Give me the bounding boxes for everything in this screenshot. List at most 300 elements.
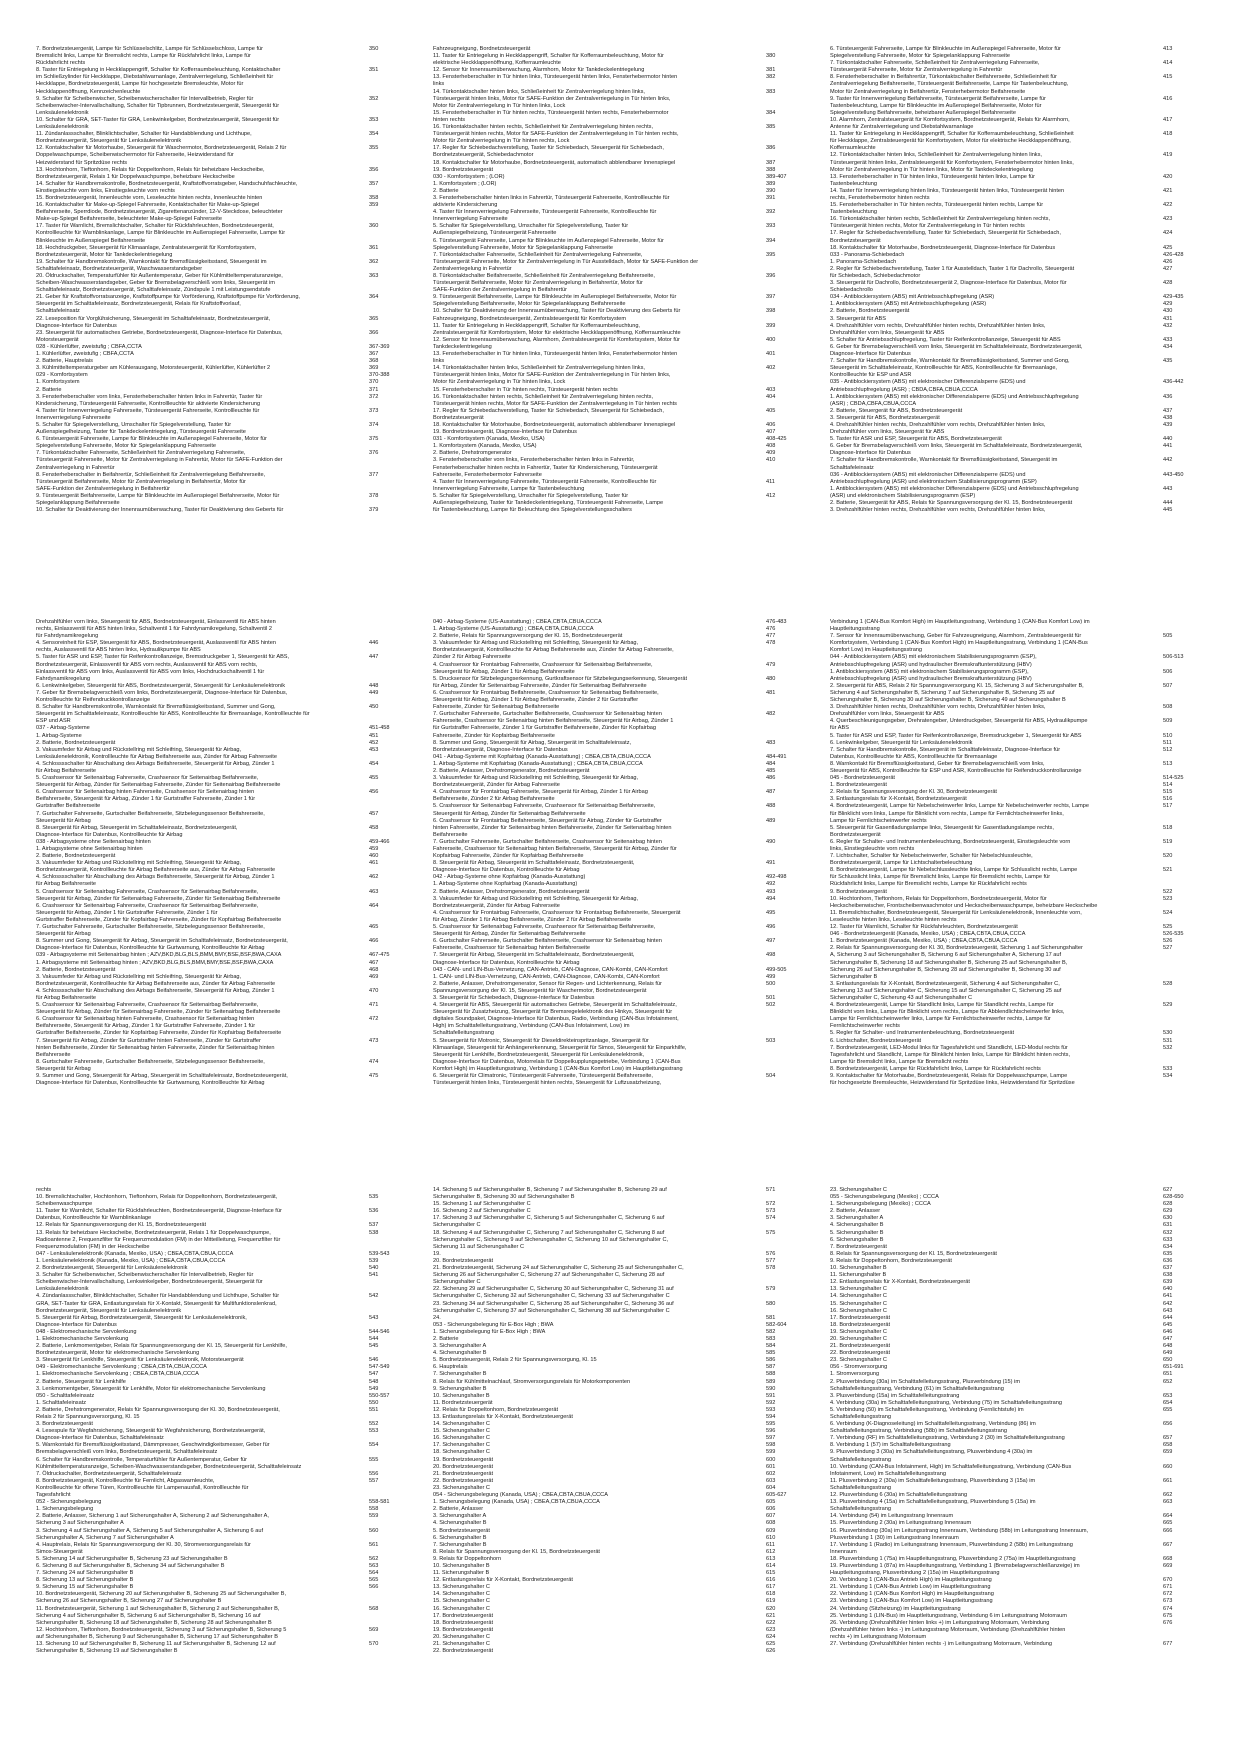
entry-text: 4. Crashsensor für Frontairbag Fahrerseite, Steuergerät für Airbag, Zünder 1 für Airbag	[433, 789, 648, 796]
entry-text: 18. Kontaktschalter für Motorhaube, Bordnetzsteuergerät, automatisch abblendbarer Innenspiegel	[433, 159, 676, 166]
entry-text: 3. Vakuumfeder für Airbag und Rückstellring mit Schleifring, Steuergerät für Airbag,	[36, 973, 242, 980]
entry-text: Bordnetzsteuergerät, Zünder für Airbag Fahrerseite	[433, 782, 560, 789]
entry-page-number	[766, 1016, 814, 1023]
entry-page-number: 357	[369, 180, 379, 187]
entry-text: Fahrzeugneigung, Bordnetzsteuergerät	[433, 46, 531, 52]
entry-page-number: 459	[369, 846, 379, 852]
entry-page-number	[369, 1520, 417, 1527]
entry-text: Make-up-Spiegel Beifahrerseite, beleuchteter Make-up-Spiegel Fahrerseite	[36, 216, 222, 223]
entry-page-number: 669	[1163, 1562, 1173, 1569]
entry-page-number	[369, 1201, 417, 1208]
entry-text: 056 - Stromversorgung	[830, 1364, 888, 1371]
entry-page-number: 438	[1163, 414, 1173, 421]
entry-text: Diagnose-Interface für Datenbus	[36, 1321, 117, 1328]
entry-page-number	[1163, 53, 1211, 60]
entry-text: 7. Türkontaktschalter Fahrerseite, Schließeinheit für Zentralverriegelung Fahrerseite,	[830, 60, 1040, 67]
entry-text: 042 - Airbag-Systeme ohne Kopfairbag (Kanada-Ausstattung)	[433, 874, 586, 881]
entry-text: Steuergerät für Airbag	[36, 1065, 91, 1072]
entry-text: 20. Sicherungshalter C	[433, 1633, 490, 1640]
index-entry	[36, 1272, 417, 1279]
index-entry	[36, 1279, 417, 1286]
entry-page-number: 560	[369, 1527, 379, 1534]
entry-page-number: 645	[1163, 1321, 1173, 1328]
entry-page-number: 432	[1163, 322, 1173, 329]
index-entry	[830, 145, 1211, 152]
index-entry	[36, 67, 417, 74]
entry-page-number: 559	[369, 1513, 379, 1520]
entry-text: 17. Regler für Schiebedachverstellung, Taster für Schiebedach, Steuergerät für Schiebedach,	[830, 230, 1061, 237]
index-entry	[433, 988, 814, 995]
entry-text: im Schließzylinder für Heckklappe, Diebstahlwarnanlage, Zentralverriegelung, Schließeinheit für	[36, 74, 274, 81]
entry-text: 11. Plusverbindung 2 (30a) im Schalttafelleitungsstrang, Plusverbindung 3 (15a) im	[830, 1477, 1036, 1484]
entry-text: (ASR) ; CBDA,CBFA,CBUA,CCCA	[830, 400, 917, 407]
entry-page-number: 574	[766, 1215, 776, 1222]
entry-text: 25. Verbindung 1 (LIN-Bus) im Hauptleitungsstrang, Verbindung 6 im Leitungsstrang Motorraum	[830, 1612, 1067, 1619]
index-entry	[36, 1208, 417, 1215]
entry-page-number: 610	[766, 1534, 776, 1541]
entry-page-number: 482	[766, 711, 776, 718]
entry-text: 1. Airbag-Systeme mit Kopfairbag (Kanada-Ausstattung) ; CBEA,CBTA,CBUA,CCCA	[433, 760, 643, 767]
index-entry	[36, 429, 417, 436]
index-entry	[433, 669, 814, 676]
entry-page-number: 391	[766, 194, 776, 201]
entry-page-number	[766, 931, 814, 938]
entry-page-number	[1163, 287, 1211, 294]
entry-text: 18. Plusverbindung 1 (75a) im Hauptleitungsstrang, Plusverbindung 2 (75a) im Hauptleitungsstrang	[830, 1555, 1076, 1562]
entry-page-number: 475	[369, 1073, 379, 1079]
entry-page-number: 418	[1163, 131, 1173, 138]
entry-page-number: 564	[369, 1570, 379, 1577]
index-entry	[433, 1194, 814, 1201]
index-entry	[36, 358, 417, 365]
entry-page-number	[369, 718, 417, 725]
entry-page-number: 605-627	[766, 1492, 787, 1499]
entry-text: 15. Sicherungshalter C	[433, 1428, 490, 1435]
entry-page-number: 361	[369, 244, 379, 251]
index-entry	[830, 110, 1211, 117]
index-entry	[36, 889, 417, 896]
entry-text: 6. Türsteuergerät Fahrerseite, Lampe für Blinkleuchte im Außenspiegel Fahrerseite, Motor für	[433, 237, 664, 244]
entry-page-number	[369, 1045, 417, 1052]
index-entry	[433, 472, 814, 479]
entry-text: 14. Verbindung (54) im Leitungsstrang Innenraum	[830, 1513, 954, 1520]
index-entry	[433, 1073, 814, 1080]
index-entry	[36, 704, 417, 711]
entry-page-number: 516	[1163, 796, 1173, 803]
index-entry	[830, 1336, 1211, 1343]
index-entry	[830, 896, 1211, 903]
entry-text: Innenverriegelung Fahrerseite, Lampe für Tastenbeleuchtung	[433, 485, 585, 492]
index-entry	[830, 676, 1211, 683]
entry-text: 16. Plusverbindung (30a) im Leitungsstrang Innenraum, Verbindung (58b) im Leitungsstrang Innenraum,	[830, 1527, 1089, 1534]
index-entry	[433, 1187, 814, 1194]
entry-page-number	[369, 1080, 417, 1087]
index-entry	[36, 479, 417, 486]
entry-text: 7. Bordnetzsteuergerät, LED-Modul links für Tagesfahrlicht und Standlicht, LED-Modul rechts für	[830, 1044, 1068, 1051]
index-entry	[36, 1343, 417, 1350]
entry-page-number	[369, 768, 417, 775]
entry-page-number	[1163, 67, 1211, 74]
entry-text: 1. Airbag-Systeme (US-Ausstattung) ; CBEA,CBTA,CBUA,CCCA	[433, 626, 594, 633]
index-entry	[36, 874, 417, 881]
entry-text: Schalttafelleitungsstrang	[830, 1414, 891, 1420]
index-entry	[830, 81, 1211, 88]
entry-text: Diagnose-Interface für Datenbus	[830, 351, 911, 358]
entry-page-number: 429	[1163, 301, 1173, 308]
entry-page-number	[766, 316, 814, 323]
entry-text: 18. Kontaktschalter für Motorhaube, Bordnetzsteuergerät, Diagnose-Interface für Datenbus	[830, 244, 1056, 251]
entry-text: 049 - Elektromechanische Servolenkung ; CBEA,CBTA,CBUA,CCCA	[36, 1364, 207, 1371]
index-entry	[830, 53, 1211, 60]
index-entry	[36, 867, 417, 874]
index-entry	[36, 216, 417, 223]
index-entry	[433, 280, 814, 287]
index-entry	[830, 1357, 1211, 1364]
index-entry	[433, 337, 814, 344]
index-entry	[433, 903, 814, 910]
entry-page-number	[369, 479, 417, 486]
entry-text: 12. Relais für Doppeltonhorn, Bordnetzsteuergerät	[433, 1406, 559, 1413]
index-entry	[433, 145, 814, 152]
entry-page-number	[1163, 1634, 1211, 1641]
index-entry	[433, 1627, 814, 1634]
entry-text: Steuergerät für Airbag, Zünder für Seitenairbag Beifahrerseite	[433, 931, 586, 938]
index-entry	[830, 379, 1211, 386]
entry-text: Steuergerät für Airbag, Zünder für Seitenairbag Fahrerseite, Zünder für Seitenairbag Beifahrerseite	[36, 895, 281, 902]
entry-text: 7. Schalter für Handbremskontrolle, Warnkontakt für Bremsflüssigkeitsstand, Summer und Gong,	[830, 358, 1070, 365]
index-entry	[433, 676, 814, 683]
entry-text: Kindersicherung, Türsteuergerät Fahrerseite, Kontrollleuchte für aktivierte Kindersicherung	[36, 400, 261, 407]
index-entry	[433, 924, 814, 931]
entry-page-number: 649	[1163, 1350, 1173, 1357]
index-entry	[433, 53, 814, 60]
index-entry	[36, 1080, 417, 1087]
index-band	[36, 1187, 1212, 1727]
index-entry	[433, 1584, 814, 1591]
entry-text: 6. Hauptrelais	[433, 1364, 468, 1371]
index-entry	[433, 216, 814, 223]
entry-text: 4. Bordnetzsteuergerät, Lampe für Standlicht links, Lampe für Standlicht rechts, Lampe für	[830, 1002, 1054, 1009]
entry-text: Diagnose-Interface für Datenbus	[830, 450, 911, 457]
entry-page-number: 554	[369, 1442, 379, 1449]
entry-page-number: 495	[766, 909, 776, 916]
entry-page-number: 571	[766, 1187, 776, 1193]
index-entry	[830, 995, 1211, 1002]
entry-text: 040 - Airbag-Systeme (US-Ausstattung) ; CBEA,CBTA,CBUA,CCCA	[433, 619, 602, 625]
index-entry	[830, 903, 1211, 910]
entry-text: 5. Bordnetzsteuergerät, Relais 2 für Spannungsversorgung, Kl. 15	[433, 1357, 597, 1364]
entry-text: 9. Relais für Doppeltonhorn, Bordnetzsteuergerät	[830, 1257, 952, 1264]
entry-text: 12. Plusverbindung 6 (30a) im Schalttafelleitungsstrang	[830, 1492, 968, 1499]
entry-page-number	[1163, 1428, 1211, 1435]
index-entry	[433, 1286, 814, 1293]
entry-text: 4. Drehzahlfühler hinten rechts, Drehzahlfühler vorn rechts, Drehzahlfühler hinten links,	[830, 421, 1046, 428]
index-entry	[830, 669, 1211, 676]
entry-page-number: 409	[766, 450, 776, 457]
index-entry	[433, 195, 814, 202]
entry-page-number	[766, 825, 814, 832]
entry-page-number: 548	[369, 1378, 379, 1385]
entry-page-number: 491	[766, 860, 776, 867]
entry-text: auf Sicherungshalter B, Sicherung 9 auf Sicherungshalter B, Sicherung 17 auf Sicherungshalter B	[36, 1633, 278, 1640]
index-entry	[433, 1464, 814, 1471]
entry-page-number	[1163, 725, 1211, 732]
entry-text: Beifahrerseite	[433, 831, 468, 838]
index-entry	[36, 500, 417, 507]
entry-page-number: 513	[1163, 760, 1173, 767]
entry-text: 3. Sicherungshalter A	[433, 1343, 487, 1350]
entry-page-number	[369, 917, 417, 924]
index-entry	[433, 138, 814, 145]
entry-text: Bordnetzsteuergerät, Zünder für Airbag Fahrerseite	[433, 902, 560, 909]
entry-text: 12. Sensor für Innenraumüberwachung, Alarmhorn, Motor für Tankdeckelentriegelung	[433, 67, 645, 74]
entry-text: 14. Sicherungshalter C	[830, 1293, 887, 1300]
entry-page-number: 402	[766, 365, 776, 372]
entry-page-number: 630	[1163, 1215, 1173, 1222]
entry-page-number	[369, 1613, 417, 1620]
index-entry	[830, 1073, 1211, 1080]
entry-page-number	[369, 1435, 417, 1442]
entry-text: Fensterheberschalter hinten rechts in Fahrertür, Taster für Kindersicherung, Türsteuergerät	[433, 464, 658, 471]
index-entry	[36, 1591, 417, 1598]
index-entry	[830, 479, 1211, 486]
index-entry	[36, 1357, 417, 1364]
entry-text: 5. Bordnetzsteuergerät	[433, 1527, 490, 1534]
index-entry	[830, 839, 1211, 846]
index-entry	[830, 436, 1211, 443]
entry-text: 5. Steuergerät für Gasentladungslampe links, Steuergerät für Gasentladungslampe rechts,	[830, 824, 1054, 831]
entry-page-number: 599	[766, 1449, 776, 1456]
entry-page-number	[1163, 209, 1211, 216]
entry-text: Steuergerät für Airbag, Zünder 1 für Airbag Beifahrerseite, Zünder 2 für Gurtstraffer	[433, 697, 639, 704]
index-entry	[36, 1513, 417, 1520]
index-entry	[433, 1379, 814, 1386]
entry-text: SAFE-Funktion der Zentralverriegelung in Beifahrertür	[36, 485, 171, 492]
index-entry	[433, 1400, 814, 1407]
entry-text: Türsteuergerät hinten links, Motor für SAFE-Funktion der Zentralverriegelung in Tür hinten links,	[433, 95, 671, 102]
index-entry	[36, 640, 417, 647]
entry-text: 21. Sicherungshalter C	[433, 1641, 490, 1647]
entry-text: 2. Batterie, Bordnetzsteuergerät	[36, 739, 116, 746]
entry-page-number	[766, 683, 814, 690]
index-entry	[830, 654, 1211, 661]
entry-page-number	[766, 379, 814, 386]
entry-text: 7. Gurtschalter Fahrerseite, Gurtschalter Beifahrerseite, Sitzbelegungssensor Beifahrerseite,	[36, 924, 265, 931]
entry-page-number: 589	[766, 1378, 776, 1385]
entry-page-number: 592	[766, 1399, 776, 1406]
entry-text: 17. Bordnetzsteuergerät	[830, 1314, 891, 1321]
entry-text: 13. Fensterheberschalter in Tür hinten links, Türsteuergerät hinten links, Fensterhebermotor hinten	[433, 351, 678, 358]
entry-text: 18. Sicherung 4 auf Sicherungshalter C, Sicherung 7 auf Sicherungshalter C, Sicherung 8 auf	[433, 1229, 665, 1236]
index-entry	[830, 718, 1211, 725]
index-entry	[36, 472, 417, 479]
entry-page-number	[766, 415, 814, 422]
index-entry	[36, 1414, 417, 1421]
index-entry	[830, 974, 1211, 981]
entry-page-number: 540	[369, 1265, 379, 1272]
entry-text: 6. Geber für Bremsbelagverschleiß vorn links, Steuergerät im Schalttafeleinsatz, Bordnetzsteuergerät,	[830, 443, 1083, 450]
index-entry	[36, 1442, 417, 1449]
entry-page-number: 628-650	[1163, 1194, 1184, 1201]
entry-text: Radioantenne 2, Frequenzfilter für Frequenzmodulation (FM) in der Mitteilleitung, Frequenzfilter für	[36, 1236, 281, 1243]
entry-page-number	[369, 252, 417, 259]
entry-text: Bordnetzsteuergerät, Schiebedachmotor	[433, 152, 534, 159]
entry-page-number	[766, 330, 814, 337]
index-entry	[36, 202, 417, 209]
index-entry	[830, 1066, 1211, 1073]
index-entry	[36, 1535, 417, 1542]
entry-text: 5. Crashsensor für Seitenairbag Fahrerseite, Crashsensor für Seitenairbag Beifahrerseite,	[433, 924, 656, 931]
entry-text: Sicherungshalter B	[830, 973, 878, 980]
entry-text: 14. Schalter für Handbremskontrolle, Bordnetzsteuergerät, Kraftstoffvorratsgeber, Handschuhfachleuchte,	[36, 180, 298, 187]
entry-text: Spiegelverstellung Beifahrerseite, beheizbarer Außenspiegel Beifahrerseite	[830, 109, 1016, 116]
index-entry	[36, 1322, 417, 1329]
entry-text: 4. Verbindung (30a) im Schalttafelleitungsstrang, Verbindung (75) im Schalttafelleitungsstrang	[830, 1399, 1062, 1406]
index-entry	[830, 846, 1211, 853]
entry-text: 8. Verbindung 1 (57) im Schalttafelleitungsstrang	[830, 1442, 951, 1449]
entry-text: 11. Taster für Warnlicht, Schalter für Rückfahrleuchten, Bordnetzsteuergerät, Diagnose-Interface für	[36, 1208, 282, 1215]
index-entry	[36, 124, 417, 131]
entry-page-number	[369, 81, 417, 88]
index-entry	[36, 782, 417, 789]
index-entry	[433, 704, 814, 711]
entry-text: Scheibenwaschpumpe	[36, 1201, 93, 1208]
entry-page-number: 544-546	[369, 1328, 390, 1335]
entry-page-number: 518	[1163, 824, 1173, 831]
entry-text: Diagnose-Interface für Datenbus, Kontrollleuchte für Gurtwarnung, Kontrollleuchte für Airbag	[36, 945, 265, 952]
index-entry	[830, 1634, 1211, 1641]
index-entry	[36, 167, 417, 174]
entry-text: Fernlichtscheinwerfer rechts	[830, 1023, 900, 1030]
index-entry	[830, 337, 1211, 344]
entry-text: Relais 2 für Spannungsversorgung, Kl. 15	[36, 1414, 140, 1420]
entry-text: Tastenbeleuchtung, Lampe für Blinkleuchte im Außenspiegel Beifahrerseite, Motor für	[830, 102, 1042, 109]
entry-text: 1. Komfortsystem	[36, 379, 80, 386]
entry-page-number: 514	[1163, 782, 1173, 789]
entry-page-number: 488	[766, 803, 776, 810]
entry-page-number: 605	[766, 1499, 776, 1506]
index-column	[830, 619, 1211, 1145]
entry-text: 22. Bordnetzsteuergerät	[433, 1477, 494, 1484]
entry-text: Bordnetzsteuergerät, Kontrollleuchte für Airbag Beifahrerseite aus, Zünder für Airbag Fahrerseite,	[433, 647, 674, 654]
entry-text: Spiegelanklappung Beifahrerseite	[36, 500, 120, 506]
entry-text: 3. Sicherung 4 auf Sicherungshalter A, Sicherung 5 auf Sicherungshalter A, Sicherung 6 auf	[36, 1527, 264, 1534]
entry-text: 11. Bordnetzsteuergerät, Sicherung 1 auf Sicherungshalter B, Sicherung 2 auf Sicherungshalter B,	[36, 1605, 280, 1612]
entry-text: 035 - Antiblockiersystem (ABS) mit elektronischer Differenzialsperre (EDS) und	[830, 379, 1026, 386]
index-entry	[433, 266, 814, 273]
entry-page-number: 609	[766, 1527, 776, 1534]
entry-page-number	[766, 465, 814, 472]
index-column	[36, 1187, 417, 1727]
entry-page-number	[1163, 103, 1211, 110]
entry-page-number: 417	[1163, 116, 1173, 123]
entry-text: Diagnose-Interface für Datenbus, Schalttafeleinsatz	[36, 1435, 164, 1442]
entry-page-number: 448	[369, 682, 379, 689]
entry-text: Antenne für Zentralverriegelung und Diebstahlwarnanlage	[830, 124, 974, 131]
entry-text: für Gurtstraffer Fahrerseite, Zünder 1 für Gurtstraffer Beifahrerseite, Zünder für Kopfairbag	[433, 725, 657, 732]
entry-page-number	[369, 1620, 417, 1627]
index-entry	[433, 358, 814, 365]
entry-text: Beifahrerseite, Steuergerät für Airbag, Zünder 1 für Gurtstraffer Fahrerseite, Zünder 1 für	[36, 796, 256, 803]
index-entry	[830, 223, 1211, 230]
entry-page-number	[1163, 1627, 1211, 1634]
index-entry	[36, 1038, 417, 1045]
entry-page-number: 388	[766, 166, 776, 173]
entry-page-number	[369, 1187, 417, 1194]
entry-page-number	[1163, 1059, 1211, 1066]
index-entry	[830, 1442, 1211, 1449]
entry-text: 2. Batterie	[36, 386, 62, 393]
index-entry	[36, 450, 417, 457]
entry-page-number	[369, 662, 417, 669]
entry-text: Kontrollleuchte für offene Türen, Kontrollleuchte für Lampenausfall, Kontrollleuchte für	[36, 1484, 249, 1491]
index-entry	[36, 1506, 417, 1513]
index-entry	[36, 1520, 417, 1527]
index-entry	[830, 960, 1211, 967]
index-entry	[830, 1059, 1211, 1066]
index-entry	[36, 415, 417, 422]
index-entry	[830, 1187, 1211, 1194]
entry-text: Bordnetzsteuergerät, Relais 1 für Doppelwaschpumpe, beheizbare Heckscheibe	[36, 173, 235, 180]
entry-text: 4. Taster für Innenverriegelung Fahrerseite, Türsteuergerät Fahrerseite, Kontrollleuchte für	[433, 209, 657, 216]
entry-page-number: 444	[1163, 500, 1173, 506]
entry-page-number	[1163, 711, 1211, 718]
entry-page-number	[766, 472, 814, 479]
entry-text: Sicherungshalter C, Sicherung 43 auf Sicherungshalter C	[830, 994, 973, 1001]
entry-page-number: 675	[1163, 1612, 1173, 1619]
index-entry	[830, 1308, 1211, 1315]
entry-text: Bremslicht links, Lampe für Bremslicht rechts, Lampe für Rückfahrlicht links, Lampe für	[36, 53, 251, 60]
entry-text: 4. Bordnetzsteuergerät, Lampe für Nebelscheinwerfer links, Lampe für Nebelscheinwerfer rechts, Lampe	[830, 803, 1089, 810]
index-entry	[830, 1407, 1211, 1414]
entry-text: 6. Regler für Schalter- und Instrumentenbeleuchtung, Bordnetzsteuergerät, Einstiegsleuchte vorn	[830, 838, 1071, 845]
entry-text: 22. Bordnetzsteuergerät	[830, 1350, 891, 1357]
entry-text: Beifahrerseite	[36, 1051, 71, 1058]
entry-page-number	[1163, 145, 1211, 152]
index-entry	[433, 1244, 814, 1251]
entry-text: Komfortsystem, Verbindung 1 (CAN-Bus Komfort High) im Hauptleitungsstrang, Verbindung 1 (CAN-Bus	[830, 640, 1088, 647]
entry-page-number	[1163, 676, 1211, 683]
entry-page-number: 460	[369, 853, 379, 860]
index-entry	[433, 387, 814, 394]
entry-text: Motor für Zentralverriegelung in Beifahrertür, Fensterhebermotor Beifahrerseite	[830, 88, 1026, 95]
index-entry	[433, 1393, 814, 1400]
entry-page-number	[766, 811, 814, 818]
index-entry	[830, 330, 1211, 337]
index-entry	[36, 138, 417, 145]
index-entry	[433, 330, 814, 337]
entry-text: 3. Entlastungsrelais für X-Kontakt, Bordnetzsteuergerät	[830, 796, 967, 803]
index-entry	[433, 152, 814, 159]
entry-page-number: 368	[369, 358, 379, 365]
entry-page-number: 641	[1163, 1293, 1173, 1300]
entry-page-number: 658	[1163, 1442, 1173, 1449]
entry-page-number: 558-581	[369, 1499, 390, 1506]
entry-text: für Airbag Beifahrerseite	[36, 994, 97, 1001]
entry-page-number: 535	[369, 1194, 379, 1201]
entry-text: Steuergerät für Airbag, Zünder für Seitenairbag Beifahrerseite	[433, 810, 586, 817]
entry-page-number: 449	[369, 689, 379, 696]
index-entry	[433, 789, 814, 796]
entry-page-number	[766, 697, 814, 704]
entry-page-number	[1163, 952, 1211, 959]
entry-text: Steuergerät für ABS, Kontrollleuchte für ESP und ASR, Kontrollleuchte für Reifendruckkontrollanzeige	[830, 767, 1082, 774]
entry-text: 5. Sicherung 14 auf Sicherungshalter B, Sicherung 23 auf Sicherungshalter B	[36, 1555, 228, 1562]
index-entry	[36, 195, 417, 202]
entry-text: 18. Bordnetzsteuergerät	[433, 1619, 494, 1626]
index-entry	[36, 1030, 417, 1037]
entry-text: Tagesfahrlicht	[36, 1492, 71, 1499]
